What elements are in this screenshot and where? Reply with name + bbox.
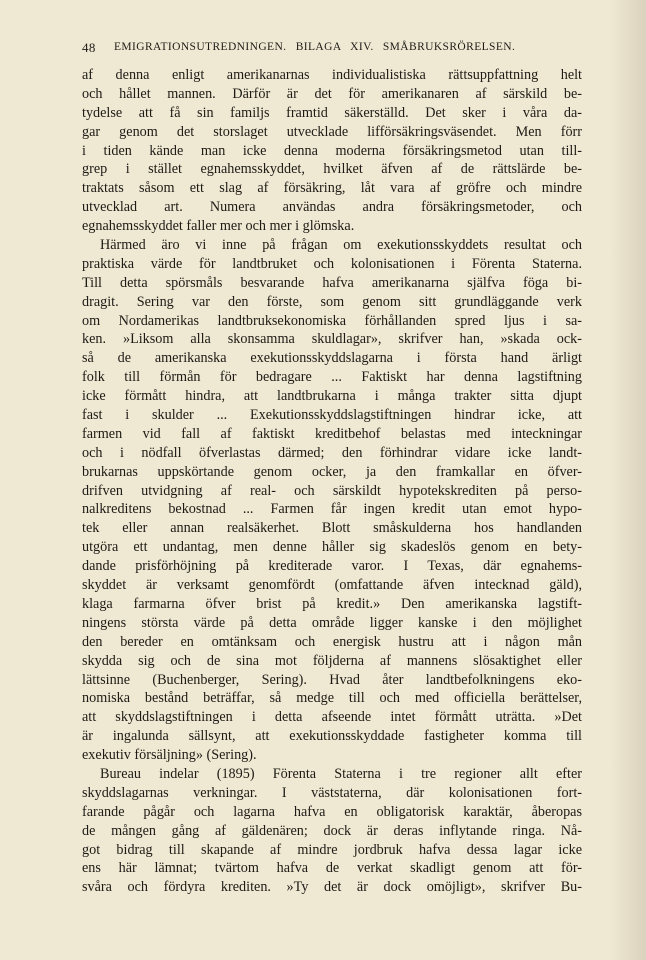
running-title: EMIGRATIONSUTREDNINGEN. BILAGA XIV. SMÅBRUKSRÖRELSEN. xyxy=(114,41,516,53)
text-line: gar genom det storslaget utvecklade lifförsäkringsväsendet. Men förr xyxy=(82,123,582,140)
text-line: nalkreditens bekostnad ... Farmen får ingen kredit utan emot hypo- xyxy=(82,501,582,518)
text-line: icke förmått hindra, att landtbrukarna i många trakter sitta djupt xyxy=(82,388,582,405)
text-line: af denna enligt amerikanarnas individualistiska rättsuppfattning helt xyxy=(82,67,582,83)
page-edge-shadow xyxy=(610,0,646,960)
text-line: tydelse att få sin familjs framtid säkerställd. Det sker i våra da- xyxy=(82,104,582,121)
text-line: utgöra ett undantag, men denne håller sig skadeslös genom en bety- xyxy=(82,539,582,556)
text-line: så de amerikanska exekutionsskyddslagarna i första hand ärligt xyxy=(82,350,582,367)
text-line: i tiden kände man icke denna moderna försäkringsmetod utan till- xyxy=(82,142,582,159)
text-line: klaga farmarna öfver brist på kredit.» Den amerikanska lagstift- xyxy=(82,595,582,612)
paragraph-2 xyxy=(82,236,582,765)
text-line: praktiska värde för landtbruket och kolonisationen i Förenta Staterna. xyxy=(82,255,582,272)
text-line: att skyddslagstiftningen i detta afseende intet förmått uträtta. »Det xyxy=(82,709,582,726)
paragraph-1 xyxy=(82,66,582,236)
text-line: de mången gång af gäldenären; dock är deras inflytande ringa. Nå- xyxy=(82,822,582,839)
paragraph-3 xyxy=(82,765,582,897)
text-line: dande prisförhöjning på krediterade varor. I Texas, där egnahems- xyxy=(82,558,582,575)
text-line: traktats såsom ett slag af försäkring, låt vara af gröfre och mindre xyxy=(82,180,582,197)
text-line: dragit. Sering var den förste, som genom sitt grundläggande verk xyxy=(82,293,582,310)
text-line: den bereder en omtänksam och energisk hustru att i någon mån xyxy=(82,633,582,650)
text-line: ken. »Liksom alla skonsamma skuldlagar», skrifver han, »skada ock- xyxy=(82,331,582,348)
text-line: grep i stället egnahemsskyddet, hvilket äfven af de rättslärde be- xyxy=(82,161,582,178)
text-line: utvecklad art. Numera användas andra försäkringsmetoder, och xyxy=(82,199,582,216)
text-line: Bureau indelar (1895) Förenta Staterna i tre regioner allt efter xyxy=(100,765,582,782)
text-line: exekutiv försäljning» (Sering). xyxy=(82,747,257,764)
text-line: skyddet är verksamt genomfördt (omfattande äfven intecknad gäld), xyxy=(82,577,582,594)
text-line: skyddslagarnas verkningar. I väststaterna, där kolonisationen fort- xyxy=(82,784,582,801)
text-line: Till detta spörsmåls besvarande hafva amerikanarna själfva föga bi- xyxy=(82,274,582,291)
text-line: lättsinne (Buchenberger, Sering). Hvad åter landtbefolkningens eko- xyxy=(82,671,582,688)
text-line: egnahemsskyddet faller mer och mer i glömska. xyxy=(82,218,355,235)
text-line: ningens största värde på detta område ligger kanske i den möjlighet xyxy=(82,614,582,631)
text-line: ens här lämnat; tvärtom hafva de verkat skadligt genom att för- xyxy=(82,860,582,877)
text-line: fast i skulder ... Exekutionsskyddslagstiftningen hindrar icke, att xyxy=(82,407,582,424)
text-line: farande pågår och lagarna hafva en obligatorisk karaktär, åberopas xyxy=(82,803,582,820)
text-line: folk till förmån för bedragare ... Faktiskt har denna lagstiftning xyxy=(82,369,582,386)
text-line: om Nordamerikas landtbruksekonomiska förhållanden spred ljus i sa- xyxy=(82,312,582,329)
text-line: drifven utvidgning af real- och särskildt hypotekskrediten på perso- xyxy=(82,482,582,499)
page-header xyxy=(82,40,578,58)
text-line: nomiska bestånd beträffar, så medge till och med officiella berättelser, xyxy=(82,690,582,707)
body-text xyxy=(82,66,582,897)
text-line: brukarnas uppskörtande genom ocker, ja den framkallar en öfver- xyxy=(82,463,582,480)
text-line: svåra och fördyra krediten. »Ty det är dock omöjligt», skrifver Bu- xyxy=(82,879,582,896)
text-line: och hållet mannen. Därför är det för amerikanaren af särskild be- xyxy=(82,85,582,102)
text-line: och i nödfall öfverlastas därmed; den förhindrar vidare icke landt- xyxy=(82,444,582,461)
text-line: skydda sig och de sina mot följderna af mannens slösaktighet eller xyxy=(82,652,582,669)
text-line: farmen vid fall af faktiskt kreditbehof belastas med inteckningar xyxy=(82,425,582,442)
text-line: Härmed äro vi inne på frågan om exekutionsskyddets resultat och xyxy=(100,237,582,254)
text-line: tek eller annan realsäkerhet. Blott småskulderna hos handlanden xyxy=(82,520,582,537)
page-number: 48 xyxy=(82,40,96,55)
text-line: är ingalunda sällsynt, att exekutionsskyddade fastigheter komma till xyxy=(82,728,582,745)
text-line: got bidrag till skapande af mindre jordbruk hafva dessa lagar icke xyxy=(82,841,582,858)
